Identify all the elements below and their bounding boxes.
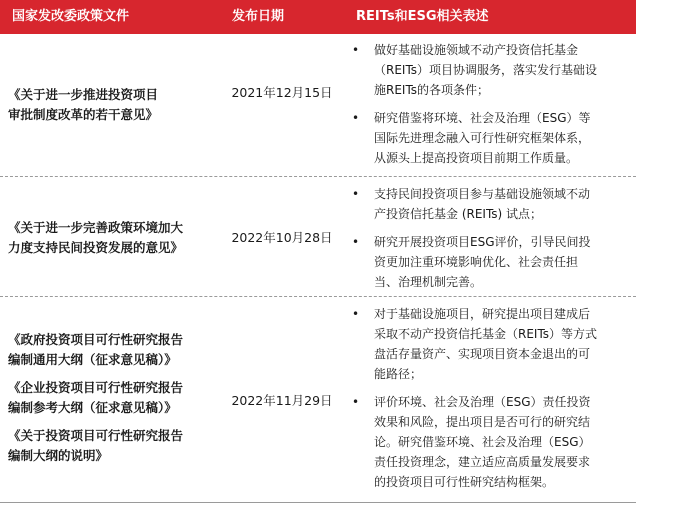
statement-line: 评价环境、社会及治理（ESG）责任投资 xyxy=(374,395,591,409)
policy-file-line: 《关于进一步推进投资项目 xyxy=(8,87,159,102)
statement-line: 责任投资理念，建立适应高质量发展要求 xyxy=(374,455,591,469)
statement-cell xyxy=(350,304,636,492)
statement-line: 产投资信托基金 (REITs) 试点； xyxy=(374,207,543,221)
policy-file-line: 《关于进一步完善政策环境加大 xyxy=(8,220,184,235)
statement-line: 论。研究借鉴环境、社会及治理（ESG） xyxy=(374,435,591,449)
statement-line: 的投资项目可行性研究结构框架。 xyxy=(374,475,555,489)
statement-line: 研究开展投资项目ESG评价，引导民间投 xyxy=(374,235,591,249)
bullet-marker: • xyxy=(352,187,360,201)
statement-line: 研究借鉴将环境、社会及治理（ESG）等 xyxy=(374,111,591,125)
policy-file-line: 编制通用大纲（征求意见稿）》 xyxy=(8,352,177,367)
statement-line: 盘活存量资产、实现项目资本金退出的可 xyxy=(374,347,591,361)
release-date: 2022年11月29日 xyxy=(231,393,333,408)
statement-point xyxy=(350,108,636,168)
release-date: 2022年10月28日 xyxy=(231,230,333,245)
policy-file-cell xyxy=(8,330,220,466)
statement-line: 效果和风险，提出项目是否可行的研究结 xyxy=(374,415,591,429)
bullet-marker: • xyxy=(352,43,360,57)
policy-file-line: 编制大纲的说明》 xyxy=(8,448,109,463)
policy-file-title xyxy=(8,426,220,466)
statement-line: 国际先进理念融入可行性研究框架体系， xyxy=(374,131,591,145)
policy-file-title xyxy=(8,85,220,125)
policy-file-line: 编制参考大纲（征求意见稿）》 xyxy=(8,400,177,415)
statement-line: 支持民间投资项目参与基础设施领域不动 xyxy=(374,187,591,201)
policy-file-title xyxy=(8,218,220,258)
statement-line: 施REITs的各项条件； xyxy=(374,83,490,97)
statement-line: 做好基础设施领域不动产投资信托基金 xyxy=(374,43,579,57)
policy-file-title xyxy=(8,330,220,370)
bullet-marker: • xyxy=(352,395,360,409)
statement-line: 采取不动产投资信托基金（REITs）等方式 xyxy=(374,327,598,341)
release-date: 2021年12月15日 xyxy=(231,85,333,100)
statement-point xyxy=(350,392,636,492)
bullet-marker: • xyxy=(352,111,360,125)
policy-file-line: 《关于投资项目可行性研究报告 xyxy=(8,428,184,443)
header-reits-esg-statement: REITs和ESG相关表述 xyxy=(356,9,489,24)
policy-file-cell xyxy=(8,85,220,125)
table-row xyxy=(0,296,636,503)
statement-point xyxy=(350,184,636,224)
statement-line: 当、治理机制完善。 xyxy=(374,275,483,289)
statement-line: 能路径； xyxy=(374,367,423,381)
policy-file-line: 《政府投资项目可行性研究报告 xyxy=(8,332,184,347)
statement-cell xyxy=(350,184,636,292)
policy-file-line: 审批制度改革的若干意见》 xyxy=(8,107,159,122)
table-row xyxy=(0,34,636,176)
policy-file-cell xyxy=(8,218,220,258)
statement-point xyxy=(350,232,636,292)
bullet-marker: • xyxy=(352,235,360,249)
policy-file-line: 《企业投资项目可行性研究报告 xyxy=(8,380,184,395)
bullet-marker: • xyxy=(352,307,360,321)
header-policy-file: 国家发改委政策文件 xyxy=(12,9,130,24)
table-header xyxy=(0,0,636,34)
statement-point xyxy=(350,40,636,100)
statement-point xyxy=(350,304,636,384)
policy-file-title xyxy=(8,378,220,418)
statement-line: 对于基础设施项目，研究提出项目建成后 xyxy=(374,307,591,321)
statement-line: 从源头上提高投资项目前期工作质量。 xyxy=(374,151,579,165)
policy-file-line: 力度支持民间投资发展的意见》 xyxy=(8,240,184,255)
statement-line: （REITs）项目协调服务，落实发行基础设 xyxy=(374,63,598,77)
header-release-date: 发布日期 xyxy=(232,9,285,24)
statement-line: 资更加注重环境影响优化、社会责任担 xyxy=(374,255,579,269)
table-row xyxy=(0,176,636,296)
statement-cell xyxy=(350,40,636,168)
table-bottom-border xyxy=(0,502,636,503)
